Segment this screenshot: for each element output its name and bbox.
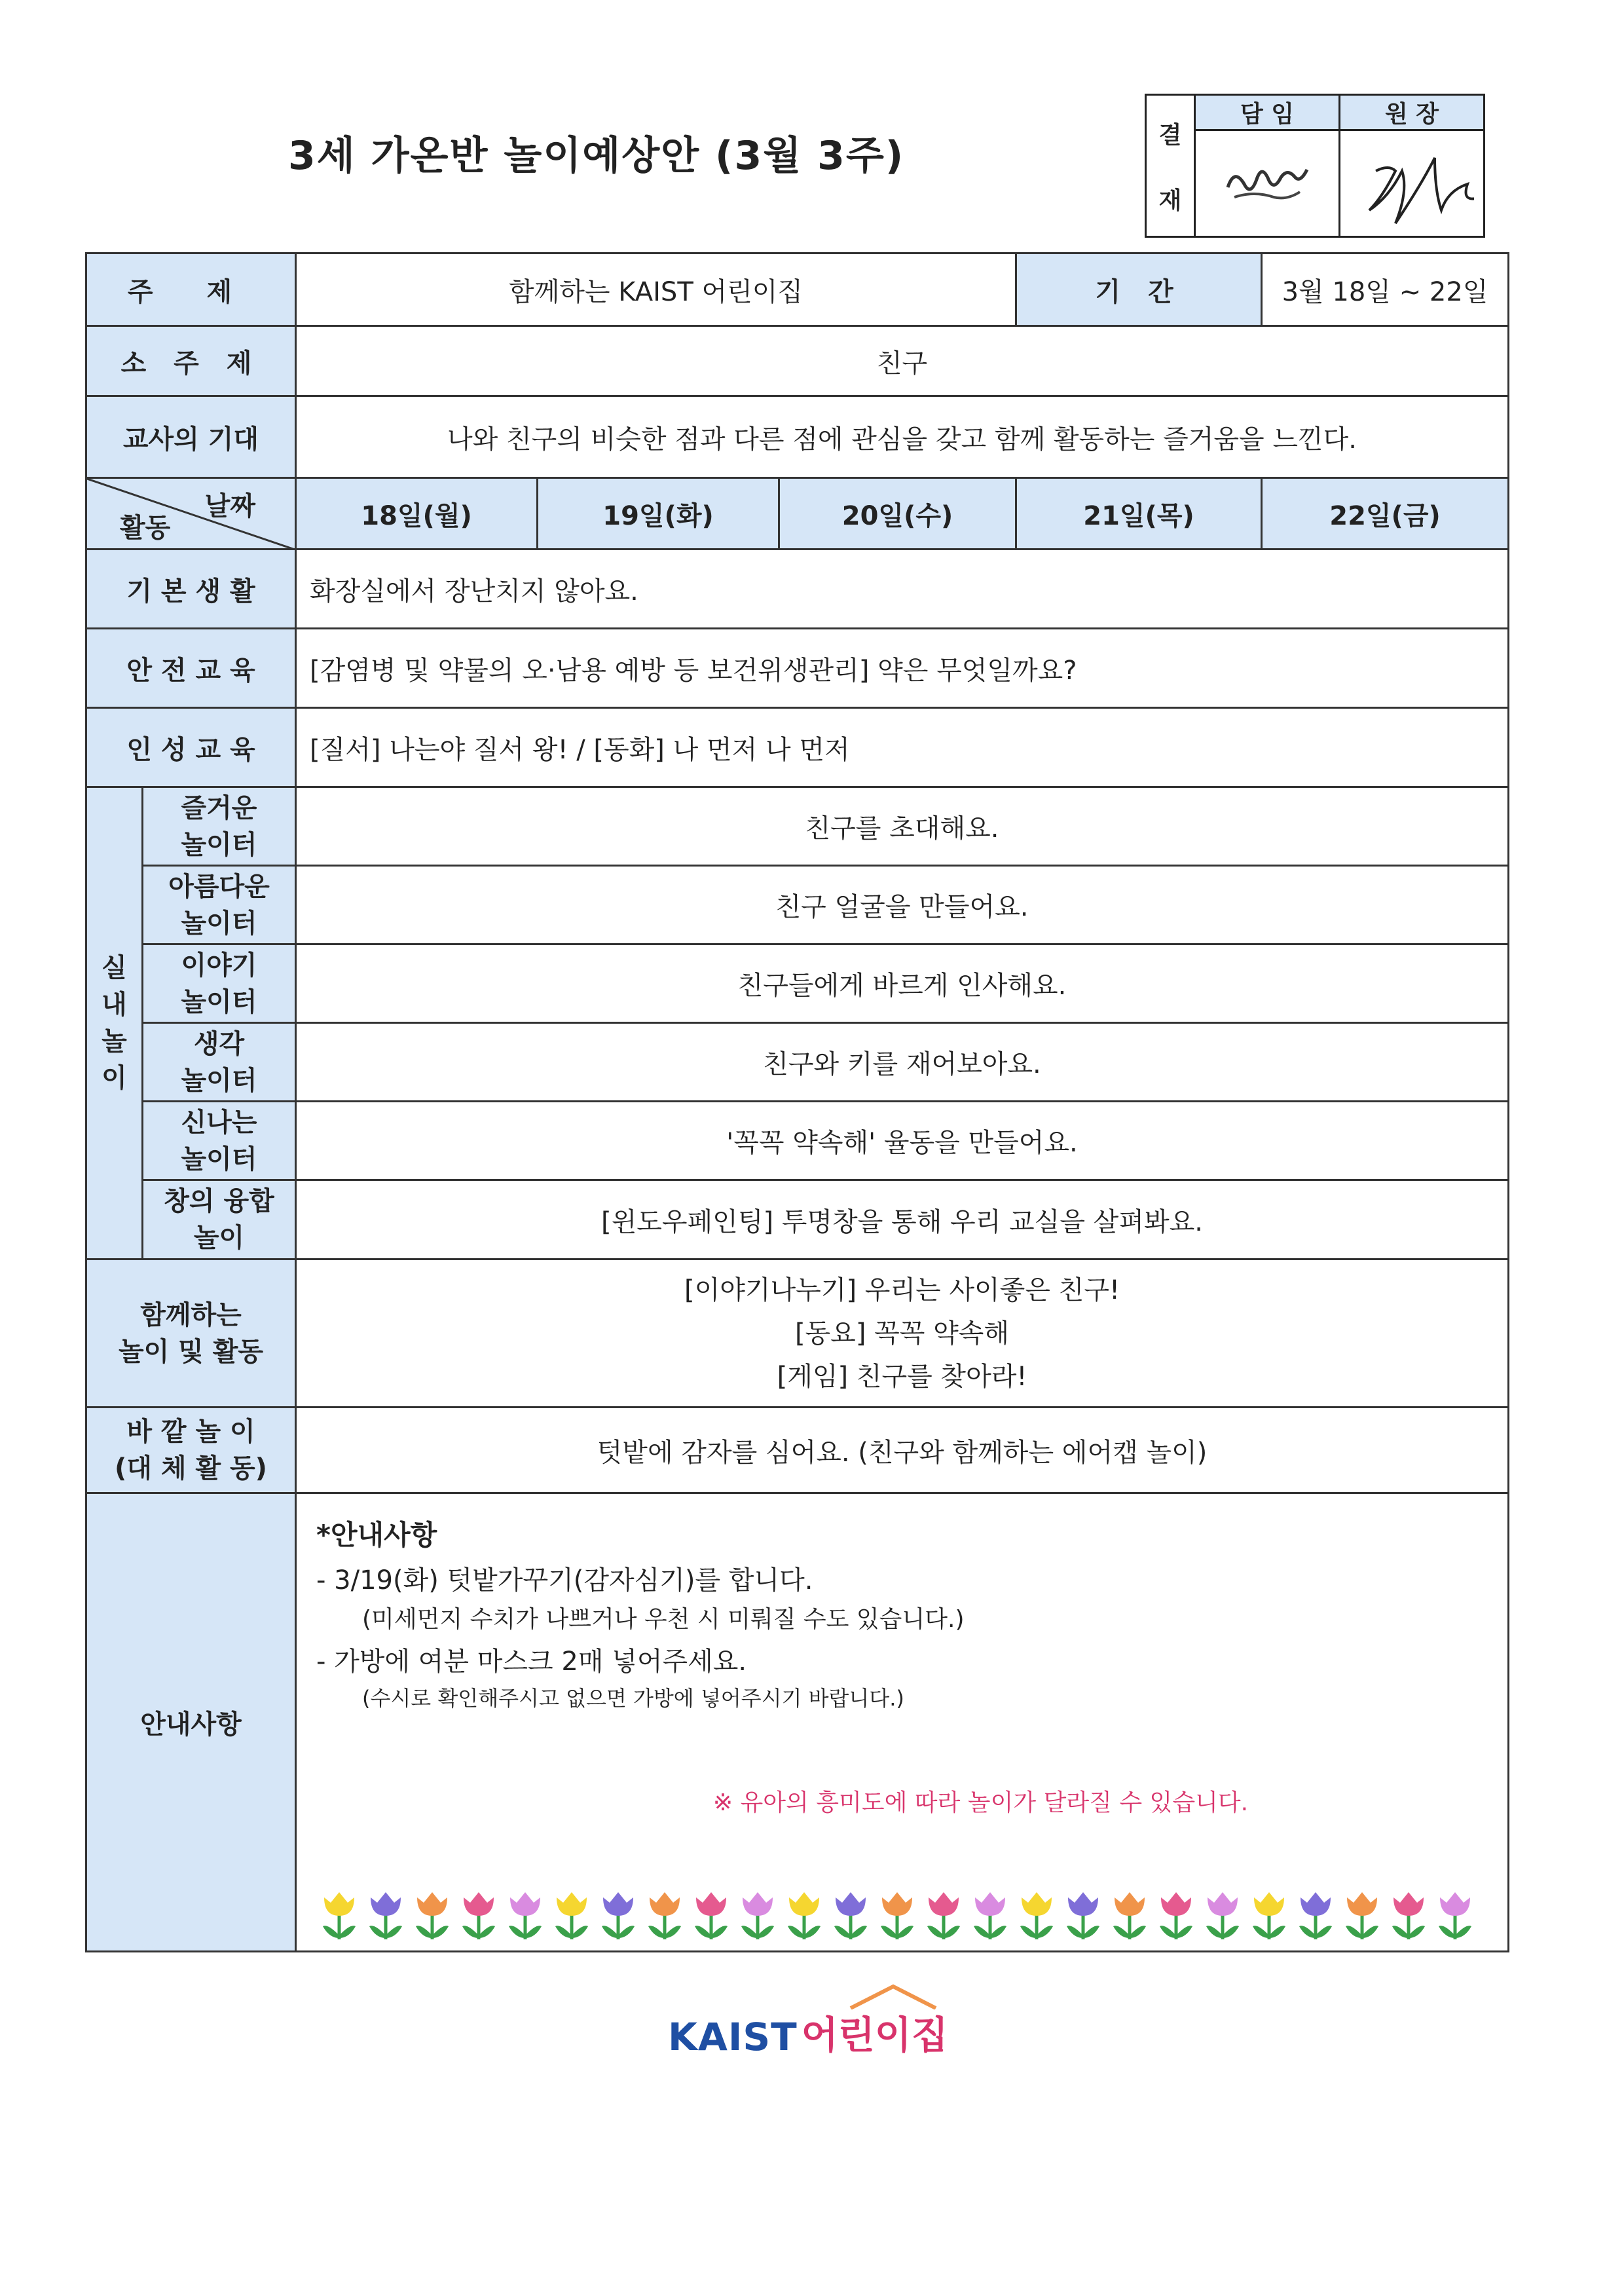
notice-line: - 가방에 여분 마스크 2매 넣어주세요. [316,1647,747,1677]
tulip-icon [1432,1883,1478,1942]
notice-content [296,1493,1509,1952]
indoor-play-label: 실 내 놀 이 [86,787,143,1259]
expectation-value: 나와 친구의 비슷한 점과 다른 점에 관심을 갖고 함께 활동하는 즐거움을 느낀다. [296,396,1509,478]
period-label: 기 간 [1016,253,1262,326]
outdoor-value: 텃밭에 감자를 심어요. (친구와 함께하는 에어캡 놀이) [296,1408,1509,1493]
tulip-icon [1200,1883,1246,1942]
period-value: 3월 18일 ~ 22일 [1262,253,1509,326]
indoor-row-label: 이야기 놀이터 [143,944,296,1023]
indoor-row-value: 친구 얼굴을 만들어요. [296,866,1509,944]
indoor-row-value: 친구들에게 바르게 인사해요. [296,944,1509,1023]
character-label: 인 성 교 육 [86,708,296,787]
day-header: 21일(목) [1016,478,1262,550]
tulip-icon [1339,1883,1385,1942]
notice-line: - 3/19(화) 텃밭가꾸기(감자심기)를 합니다. [316,1565,813,1595]
tulip-icon [595,1883,641,1942]
notice-warning: ※ 유아의 흥미도에 따라 놀이가 달라질 수 있습니다. [712,1789,1249,1816]
tulip-icon [781,1883,827,1942]
tulip-icon [456,1883,502,1942]
day-header: 22일(금) [1262,478,1509,550]
safety-label: 안 전 교 육 [86,629,296,708]
tulip-icon [1060,1883,1106,1942]
tulip-icon [688,1883,734,1942]
tulip-icon [1107,1883,1153,1942]
notice-heading: *안내사항 [316,1519,437,1551]
day-header: 19일(화) [538,478,779,550]
indoor-row-label: 생각 놀이터 [143,1023,296,1102]
tulip-icon [921,1883,967,1942]
page-title: 3세 가온반 놀이예상안 (3월 3주) [288,133,905,179]
approval-side-label: 결 재 [1146,95,1195,237]
director-signature [1340,130,1485,237]
notice-label: 안내사항 [86,1493,296,1952]
tulip-icon [1386,1883,1431,1942]
theme-value: 함께하는 KAIST 어린이집 [296,253,1016,326]
basic-life-value: 화장실에서 장난치지 않아요. [296,550,1509,629]
together-label: 함께하는 놀이 및 활동 [86,1259,296,1408]
basic-life-label: 기 본 생 활 [86,550,296,629]
flower-border [316,1883,1488,1942]
tulip-icon [549,1883,595,1942]
approval-director-header: 원 장 [1340,95,1485,130]
tulip-icon [967,1883,1013,1942]
indoor-row-label: 아름다운 놀이터 [143,866,296,944]
notice-sub: (미세먼지 수치가 나쁘거나 우천 시 미뤄질 수도 있습니다.) [362,1606,965,1633]
day-header: 20일(수) [779,478,1016,550]
tulip-icon [1293,1883,1338,1942]
indoor-row-value: [윈도우페인팅] 투명창을 통해 우리 교실을 살펴봐요. [296,1180,1509,1259]
indoor-row-value: 친구를 초대해요. [296,787,1509,866]
safety-value: [감염병 및 약물의 오·남용 예방 등 보건위생관리] 약은 무엇일까요? [296,629,1509,708]
together-value: [이야기나누기] 우리는 사이좋은 친구! [동요] 꼭꼭 약속해 [게임] 친구를 찾아라! [296,1259,1509,1408]
indoor-row-label: 신나는 놀이터 [143,1102,296,1180]
theme-label: 주 제 [86,253,296,326]
tulip-icon [1014,1883,1060,1942]
subtheme-label: 소 주 제 [86,326,296,396]
indoor-row-label: 창의 융합 놀이 [143,1180,296,1259]
tulip-icon [735,1883,781,1942]
tulip-icon [1153,1883,1199,1942]
expectation-label: 교사의 기대 [86,396,296,478]
indoor-row-value: 친구와 키를 재어보아요. [296,1023,1509,1102]
teacher-signature [1195,130,1340,237]
character-value: [질서] 나는야 질서 왕! / [동화] 나 먼저 나 먼저 [296,708,1509,787]
weekly-plan-table [85,252,1509,1952]
tulip-icon [828,1883,874,1942]
kaist-logo: KAIST 어린이집 [668,2004,948,2059]
approval-teacher-header: 담 임 [1195,95,1340,130]
tulip-icon [363,1883,409,1942]
notice-sub: (수시로 확인해주시고 없으면 가방에 넣어주시기 바랍니다.) [362,1686,904,1711]
tulip-icon [1246,1883,1292,1942]
approval-box [1145,94,1485,238]
tulip-icon [874,1883,920,1942]
outdoor-label: 바 깥 놀 이 (대 체 활 동) [86,1408,296,1493]
indoor-row-value: '꼭꼭 약속해' 율동을 만들어요. [296,1102,1509,1180]
day-header: 18일(월) [296,478,538,550]
tulip-icon [642,1883,688,1942]
tulip-icon [409,1883,455,1942]
indoor-row-label: 즐거운 놀이터 [143,787,296,866]
subtheme-value: 친구 [296,326,1509,396]
tulip-icon [502,1883,548,1942]
tulip-icon [316,1883,362,1942]
date-activity-header: 날짜 활동 [86,478,296,550]
